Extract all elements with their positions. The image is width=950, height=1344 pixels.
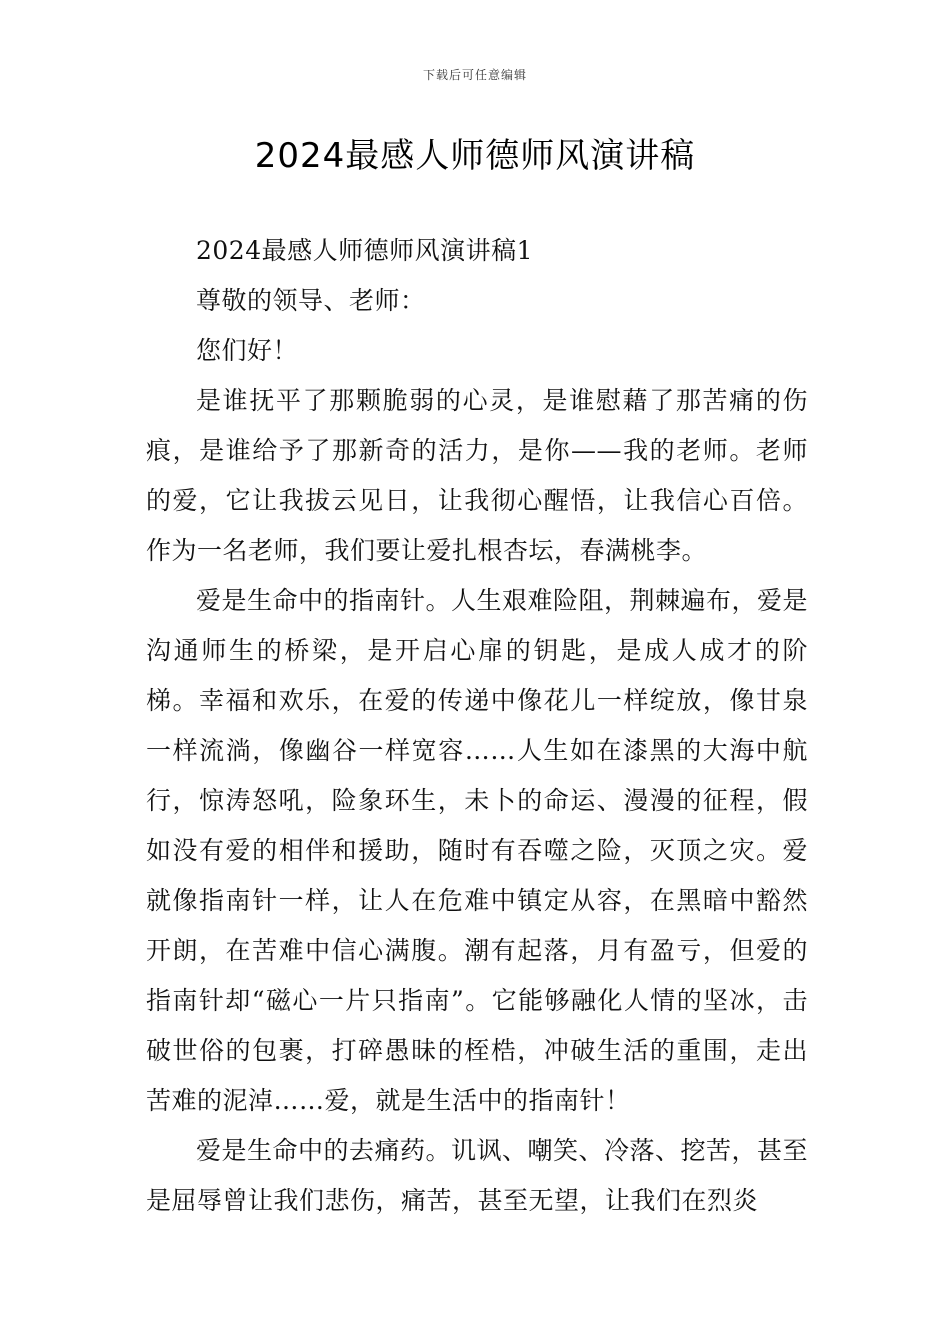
document-title: 2024最感人师德师风演讲稿 [254, 136, 696, 176]
header-note: 下载后可任意编辑 [422, 68, 527, 82]
body-paragraph: 爱是生命中的指南针。人生艰难险阻，荆棘遍布，爱是沟通师生的桥梁，是开启心扉的钥匙，是成人成才的阶梯。幸福和欢乐，在爱的传递中像花儿一样绽放，像甘泉一样流淌，像幽谷一样宽容……人生如在漆黑的大海中航行，惊涛怒吼，险象环生，未卜的命运、漫漫的征程，假如没有爱的相伴和援助，随时有吞噬之险，灭顶之灾。爱就像指南针一样，让人在危难中镇定从容，在黑暗中豁然开朗，在苦难中信心满腹。潮有起落，月有盈亏，但爱的指南针却“磁心一片只指南”。它能够融化人情的坚冰，击破世俗的包裹，打碎愚昧的桎梏，冲破生活的重围，走出苦难的泥淖……爱，就是生活中的指南针！ [146, 586, 809, 1115]
body-paragraph: 是谁抚平了那颗脆弱的心灵，是谁慰藉了那苦痛的伤痕，是谁给予了那新奇的活力，是你——我的老师。老师的爱，它让我拔云见日，让我彻心醒悟，让我信心百倍。作为一名老师，我们要让爱扎根杏坛，春满桃李。 [146, 386, 808, 565]
greeting: 您们好！ [196, 336, 299, 365]
section-heading: 2024最感人师德师风演讲稿1 [196, 236, 534, 265]
body-paragraph: 爱是生命中的去痛药。讥讽、嘲笑、冷落、挖苦，甚至是屈辱曾让我们悲伤，痛苦，甚至无望，让我们在烈炎 [146, 1136, 809, 1215]
document-body [146, 226, 808, 1226]
salutation: 尊敬的领导、老师： [196, 286, 426, 315]
